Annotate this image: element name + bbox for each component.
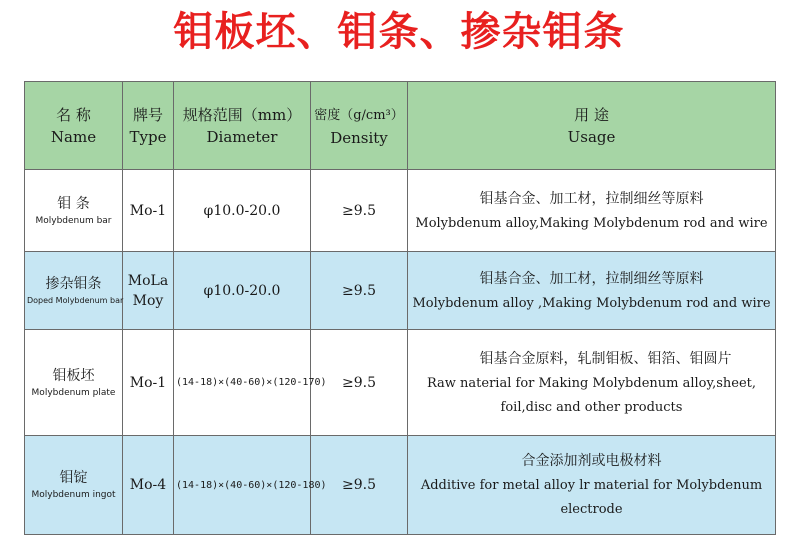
cell-name xyxy=(25,436,123,535)
cell-usage xyxy=(408,170,776,252)
name-en: Molybdenum plate xyxy=(31,387,116,398)
cell-type xyxy=(123,330,174,436)
usage-en: Additive for metal alloy lr material for Molybdenum electrode xyxy=(420,478,763,517)
name-zh: 钼 条 xyxy=(57,195,90,212)
cell-usage xyxy=(408,252,776,330)
usage-en: Molybdenum alloy ,Making Molybdenum rod and wire xyxy=(412,295,771,311)
page-title: 钼板坯、钼条、掺杂钼条 xyxy=(173,9,625,55)
header-type xyxy=(123,82,174,170)
name-en: Doped Molybdenum bar xyxy=(27,295,124,305)
header-diameter xyxy=(174,82,311,170)
header-usage xyxy=(408,82,776,170)
header-density-zh: 密度（g/cm³） xyxy=(314,107,404,123)
type-value: Moy xyxy=(132,292,164,309)
table-row xyxy=(25,170,776,252)
cell-name xyxy=(25,330,123,436)
name-zh: 钼锭 xyxy=(59,470,88,486)
usage-en: Raw naterial for Making Molybdenum alloy,sheet, foil,disc and other products xyxy=(426,375,757,415)
type-value: Mo-1 xyxy=(129,374,167,391)
header-name-zh: 名 称 xyxy=(56,105,91,124)
header-diameter-zh: 规格范围（mm） xyxy=(182,105,302,124)
cell-diameter: (14-18)×(40-60)×(120-180) xyxy=(174,436,311,535)
header-name xyxy=(25,82,123,170)
header-name-en: Name xyxy=(50,127,97,146)
cell-density: ≥9.5 xyxy=(311,436,408,535)
header-type-zh: 牌号 xyxy=(132,105,163,124)
spec-table xyxy=(24,81,776,535)
name-zh: 掺杂钼条 xyxy=(45,275,102,292)
header-density xyxy=(311,82,408,170)
cell-diameter: φ10.0-20.0 xyxy=(174,252,311,330)
usage-zh: 钼基合金原料，轧制钼板、钼箔、钼圆片 xyxy=(479,350,732,367)
cell-usage xyxy=(408,330,776,436)
cell-name xyxy=(25,170,123,252)
table-row xyxy=(25,252,776,330)
header-usage-zh: 用 途 xyxy=(574,105,609,124)
usage-zh: 合金添加剂或电极材料 xyxy=(521,453,662,469)
type-value: MoLa xyxy=(127,272,169,289)
header-type-en: Type xyxy=(129,127,167,146)
cell-type xyxy=(123,170,174,252)
table-row xyxy=(25,330,776,436)
table-header-row xyxy=(25,82,776,170)
cell-type xyxy=(123,252,174,330)
cell-density: ≥9.5 xyxy=(311,252,408,330)
header-usage-en: Usage xyxy=(567,127,616,146)
cell-type xyxy=(123,436,174,535)
cell-diameter: φ10.0-20.0 xyxy=(174,170,311,252)
name-en: Molybdenum bar xyxy=(35,215,112,226)
usage-zh: 钼基合金、加工材，拉制细丝等原料 xyxy=(479,190,704,207)
table-row xyxy=(25,436,776,535)
cell-diameter: (14-18)×(40-60)×(120-170) xyxy=(174,330,311,436)
usage-zh: 钼基合金、加工材，拉制细丝等原料 xyxy=(479,270,704,287)
name-zh: 钼板坯 xyxy=(52,367,95,384)
cell-density: ≥9.5 xyxy=(311,330,408,436)
cell-density: ≥9.5 xyxy=(311,170,408,252)
header-density-en: Density xyxy=(330,128,388,147)
type-value: Mo-1 xyxy=(129,202,167,219)
header-diameter-en: Diameter xyxy=(206,127,278,146)
usage-en: Molybdenum alloy,Making Molybdenum rod and wire xyxy=(415,215,768,231)
cell-usage xyxy=(408,436,776,535)
cell-name xyxy=(25,252,123,330)
type-value: Mo-4 xyxy=(129,477,167,493)
name-en: Molybdenum ingot xyxy=(31,490,116,500)
